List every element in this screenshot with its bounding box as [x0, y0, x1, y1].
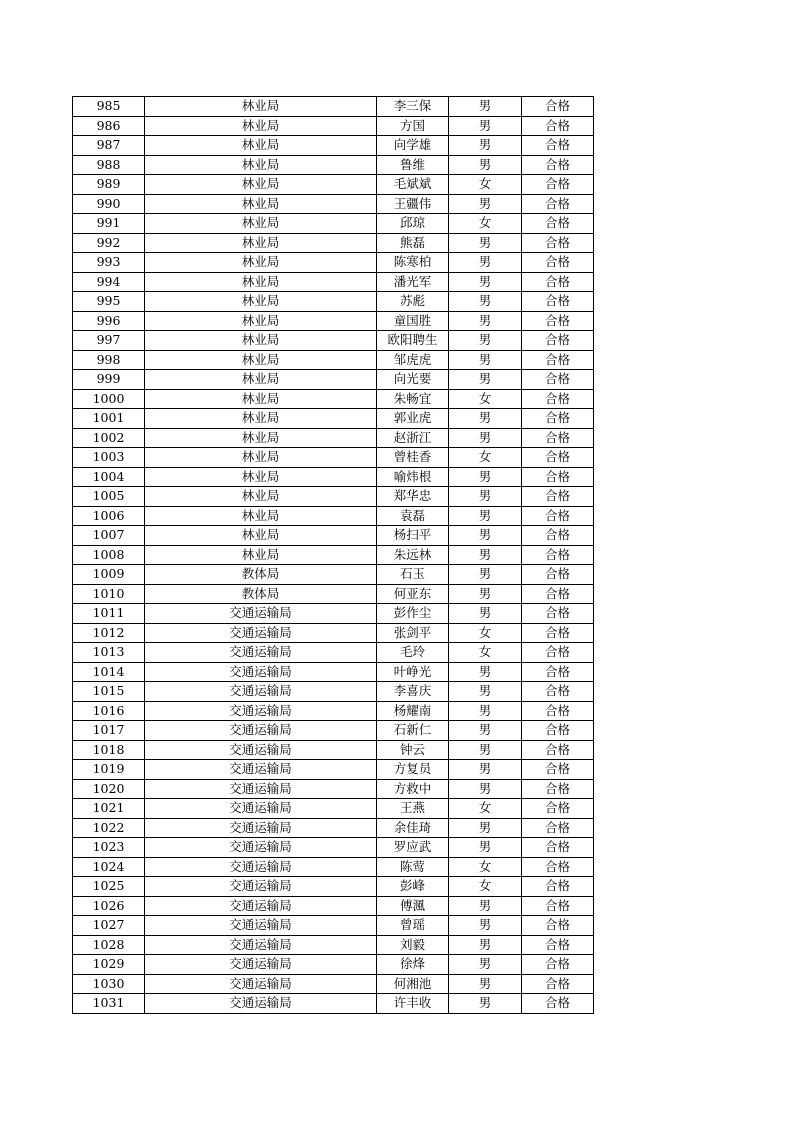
- gender-cell: 男: [449, 194, 522, 214]
- result-cell: 合格: [522, 643, 594, 663]
- gender-cell: 男: [449, 682, 522, 702]
- row-number: 1017: [73, 721, 145, 741]
- table-row: [73, 331, 594, 351]
- result-cell: 合格: [522, 623, 594, 643]
- result-cell: 合格: [522, 350, 594, 370]
- row-number: 1010: [73, 584, 145, 604]
- gender-cell: 男: [449, 701, 522, 721]
- row-number: 1003: [73, 448, 145, 468]
- result-cell: 合格: [522, 916, 594, 936]
- gender-cell: 男: [449, 428, 522, 448]
- gender-cell: 男: [449, 506, 522, 526]
- row-number: 988: [73, 155, 145, 175]
- name-cell: 叶峥光: [377, 662, 449, 682]
- department-cell: 林业局: [145, 467, 377, 487]
- name-cell: 曾瑶: [377, 916, 449, 936]
- department-cell: 林业局: [145, 350, 377, 370]
- table-row: [73, 818, 594, 838]
- table-row: [73, 272, 594, 292]
- result-cell: 合格: [522, 194, 594, 214]
- name-cell: 郑华忠: [377, 487, 449, 507]
- gender-cell: 男: [449, 311, 522, 331]
- result-cell: 合格: [522, 155, 594, 175]
- result-cell: 合格: [522, 760, 594, 780]
- department-cell: 林业局: [145, 389, 377, 409]
- row-number: 999: [73, 370, 145, 390]
- name-cell: 刘毅: [377, 935, 449, 955]
- result-cell: 合格: [522, 136, 594, 156]
- department-cell: 交通运输局: [145, 896, 377, 916]
- gender-cell: 男: [449, 545, 522, 565]
- table-row: [73, 662, 594, 682]
- department-cell: 林业局: [145, 545, 377, 565]
- name-cell: 彭作尘: [377, 604, 449, 624]
- department-cell: 林业局: [145, 311, 377, 331]
- name-cell: 邹虎虎: [377, 350, 449, 370]
- table-row: [73, 155, 594, 175]
- department-cell: 林业局: [145, 214, 377, 234]
- department-cell: 林业局: [145, 428, 377, 448]
- table-row: [73, 623, 594, 643]
- department-cell: 交通运输局: [145, 701, 377, 721]
- gender-cell: 男: [449, 97, 522, 117]
- gender-cell: 女: [449, 623, 522, 643]
- gender-cell: 男: [449, 272, 522, 292]
- table-row: [73, 136, 594, 156]
- result-cell: 合格: [522, 389, 594, 409]
- table-row: [73, 857, 594, 877]
- department-cell: 林业局: [145, 136, 377, 156]
- gender-cell: 女: [449, 448, 522, 468]
- name-cell: 朱畅宜: [377, 389, 449, 409]
- row-number: 1018: [73, 740, 145, 760]
- gender-cell: 女: [449, 857, 522, 877]
- table-row: [73, 253, 594, 273]
- department-cell: 林业局: [145, 155, 377, 175]
- table-row: [73, 955, 594, 975]
- name-cell: 欧阳聘生: [377, 331, 449, 351]
- row-number: 1024: [73, 857, 145, 877]
- name-cell: 鲁维: [377, 155, 449, 175]
- row-number: 1020: [73, 779, 145, 799]
- result-cell: 合格: [522, 857, 594, 877]
- gender-cell: 男: [449, 818, 522, 838]
- table-row: [73, 604, 594, 624]
- department-cell: 交通运输局: [145, 994, 377, 1014]
- row-number: 1012: [73, 623, 145, 643]
- result-cell: 合格: [522, 331, 594, 351]
- name-cell: 苏彪: [377, 292, 449, 312]
- gender-cell: 男: [449, 331, 522, 351]
- table-row: [73, 565, 594, 585]
- name-cell: 向学雄: [377, 136, 449, 156]
- table-row: [73, 506, 594, 526]
- name-cell: 喻炜根: [377, 467, 449, 487]
- gender-cell: 男: [449, 116, 522, 136]
- name-cell: 袁磊: [377, 506, 449, 526]
- result-cell: 合格: [522, 721, 594, 741]
- table-row: [73, 175, 594, 195]
- gender-cell: 女: [449, 389, 522, 409]
- row-number: 1031: [73, 994, 145, 1014]
- row-number: 997: [73, 331, 145, 351]
- department-cell: 交通运输局: [145, 721, 377, 741]
- table-row: [73, 643, 594, 663]
- result-cell: 合格: [522, 955, 594, 975]
- result-cell: 合格: [522, 896, 594, 916]
- row-number: 994: [73, 272, 145, 292]
- row-number: 992: [73, 233, 145, 253]
- department-cell: 交通运输局: [145, 877, 377, 897]
- table-row: [73, 116, 594, 136]
- row-number: 991: [73, 214, 145, 234]
- table-row: [73, 467, 594, 487]
- department-cell: 交通运输局: [145, 740, 377, 760]
- table-row: [73, 350, 594, 370]
- name-cell: 童国胜: [377, 311, 449, 331]
- name-cell: 邱琼: [377, 214, 449, 234]
- result-cell: 合格: [522, 175, 594, 195]
- result-cell: 合格: [522, 838, 594, 858]
- table-row: [73, 97, 594, 117]
- table-row: [73, 311, 594, 331]
- row-number: 1029: [73, 955, 145, 975]
- table-row: [73, 194, 594, 214]
- table-row: [73, 370, 594, 390]
- row-number: 1030: [73, 974, 145, 994]
- department-cell: 交通运输局: [145, 857, 377, 877]
- result-cell: 合格: [522, 584, 594, 604]
- table-row: [73, 838, 594, 858]
- department-cell: 林业局: [145, 194, 377, 214]
- result-cell: 合格: [522, 994, 594, 1014]
- result-cell: 合格: [522, 311, 594, 331]
- gender-cell: 男: [449, 935, 522, 955]
- row-number: 1026: [73, 896, 145, 916]
- department-cell: 交通运输局: [145, 682, 377, 702]
- department-cell: 林业局: [145, 448, 377, 468]
- result-cell: 合格: [522, 428, 594, 448]
- gender-cell: 男: [449, 292, 522, 312]
- gender-cell: 男: [449, 233, 522, 253]
- gender-cell: 男: [449, 740, 522, 760]
- name-cell: 余佳琦: [377, 818, 449, 838]
- row-number: 1028: [73, 935, 145, 955]
- name-cell: 石新仁: [377, 721, 449, 741]
- result-cell: 合格: [522, 233, 594, 253]
- department-cell: 交通运输局: [145, 818, 377, 838]
- gender-cell: 男: [449, 779, 522, 799]
- table-row: [73, 448, 594, 468]
- table-row: [73, 779, 594, 799]
- row-number: 1021: [73, 799, 145, 819]
- name-cell: 傅渢: [377, 896, 449, 916]
- result-cell: 合格: [522, 526, 594, 546]
- department-cell: 林业局: [145, 526, 377, 546]
- row-number: 1006: [73, 506, 145, 526]
- table-row: [73, 877, 594, 897]
- row-number: 985: [73, 97, 145, 117]
- row-number: 1023: [73, 838, 145, 858]
- table-row: [73, 526, 594, 546]
- row-number: 998: [73, 350, 145, 370]
- name-cell: 杨扫平: [377, 526, 449, 546]
- row-number: 1015: [73, 682, 145, 702]
- department-cell: 交通运输局: [145, 838, 377, 858]
- row-number: 1014: [73, 662, 145, 682]
- row-number: 993: [73, 253, 145, 273]
- name-cell: 何亚东: [377, 584, 449, 604]
- table-row: [73, 584, 594, 604]
- gender-cell: 女: [449, 799, 522, 819]
- table-row: [73, 916, 594, 936]
- result-cell: 合格: [522, 292, 594, 312]
- row-number: 1008: [73, 545, 145, 565]
- department-cell: 林业局: [145, 370, 377, 390]
- department-cell: 林业局: [145, 409, 377, 429]
- department-cell: 交通运输局: [145, 916, 377, 936]
- name-cell: 徐烽: [377, 955, 449, 975]
- name-cell: 朱远林: [377, 545, 449, 565]
- result-cell: 合格: [522, 545, 594, 565]
- table-row: [73, 974, 594, 994]
- table-row: [73, 409, 594, 429]
- roster-body: [73, 97, 594, 1014]
- department-cell: 交通运输局: [145, 779, 377, 799]
- row-number: 1009: [73, 565, 145, 585]
- table-row: [73, 389, 594, 409]
- result-cell: 合格: [522, 935, 594, 955]
- row-number: 1025: [73, 877, 145, 897]
- table-row: [73, 487, 594, 507]
- table-row: [73, 935, 594, 955]
- gender-cell: 男: [449, 565, 522, 585]
- table-row: [73, 799, 594, 819]
- result-cell: 合格: [522, 974, 594, 994]
- name-cell: 熊磊: [377, 233, 449, 253]
- name-cell: 王燕: [377, 799, 449, 819]
- result-cell: 合格: [522, 662, 594, 682]
- department-cell: 林业局: [145, 292, 377, 312]
- row-number: 1027: [73, 916, 145, 936]
- gender-cell: 男: [449, 974, 522, 994]
- department-cell: 林业局: [145, 506, 377, 526]
- department-cell: 交通运输局: [145, 643, 377, 663]
- row-number: 1022: [73, 818, 145, 838]
- roster-table: [72, 96, 594, 1014]
- name-cell: 赵浙江: [377, 428, 449, 448]
- department-cell: 林业局: [145, 253, 377, 273]
- gender-cell: 女: [449, 643, 522, 663]
- name-cell: 彭峰: [377, 877, 449, 897]
- result-cell: 合格: [522, 701, 594, 721]
- row-number: 1011: [73, 604, 145, 624]
- gender-cell: 男: [449, 350, 522, 370]
- result-cell: 合格: [522, 740, 594, 760]
- name-cell: 何湘池: [377, 974, 449, 994]
- gender-cell: 男: [449, 584, 522, 604]
- result-cell: 合格: [522, 409, 594, 429]
- result-cell: 合格: [522, 448, 594, 468]
- name-cell: 毛斌斌: [377, 175, 449, 195]
- result-cell: 合格: [522, 467, 594, 487]
- gender-cell: 女: [449, 214, 522, 234]
- name-cell: 张剑平: [377, 623, 449, 643]
- department-cell: 交通运输局: [145, 604, 377, 624]
- gender-cell: 男: [449, 467, 522, 487]
- gender-cell: 男: [449, 994, 522, 1014]
- gender-cell: 男: [449, 526, 522, 546]
- row-number: 987: [73, 136, 145, 156]
- result-cell: 合格: [522, 565, 594, 585]
- gender-cell: 女: [449, 175, 522, 195]
- department-cell: 交通运输局: [145, 623, 377, 643]
- table-row: [73, 428, 594, 448]
- department-cell: 林业局: [145, 116, 377, 136]
- table-row: [73, 721, 594, 741]
- row-number: 1013: [73, 643, 145, 663]
- result-cell: 合格: [522, 818, 594, 838]
- name-cell: 李三保: [377, 97, 449, 117]
- department-cell: 林业局: [145, 175, 377, 195]
- gender-cell: 男: [449, 604, 522, 624]
- gender-cell: 男: [449, 955, 522, 975]
- department-cell: 林业局: [145, 272, 377, 292]
- row-number: 989: [73, 175, 145, 195]
- result-cell: 合格: [522, 116, 594, 136]
- name-cell: 郭业虎: [377, 409, 449, 429]
- gender-cell: 男: [449, 760, 522, 780]
- row-number: 1007: [73, 526, 145, 546]
- row-number: 990: [73, 194, 145, 214]
- row-number: 1004: [73, 467, 145, 487]
- table-row: [73, 740, 594, 760]
- gender-cell: 男: [449, 409, 522, 429]
- name-cell: 陈莺: [377, 857, 449, 877]
- name-cell: 许丰收: [377, 994, 449, 1014]
- row-number: 1019: [73, 760, 145, 780]
- row-number: 1002: [73, 428, 145, 448]
- result-cell: 合格: [522, 97, 594, 117]
- gender-cell: 男: [449, 721, 522, 741]
- gender-cell: 男: [449, 487, 522, 507]
- gender-cell: 男: [449, 370, 522, 390]
- table-row: [73, 682, 594, 702]
- gender-cell: 女: [449, 877, 522, 897]
- name-cell: 杨耀南: [377, 701, 449, 721]
- gender-cell: 男: [449, 155, 522, 175]
- name-cell: 王疆伟: [377, 194, 449, 214]
- department-cell: 交通运输局: [145, 760, 377, 780]
- table-row: [73, 701, 594, 721]
- name-cell: 方救中: [377, 779, 449, 799]
- department-cell: 教体局: [145, 584, 377, 604]
- name-cell: 潘光军: [377, 272, 449, 292]
- result-cell: 合格: [522, 877, 594, 897]
- name-cell: 毛玲: [377, 643, 449, 663]
- department-cell: 交通运输局: [145, 799, 377, 819]
- table-row: [73, 233, 594, 253]
- row-number: 996: [73, 311, 145, 331]
- result-cell: 合格: [522, 487, 594, 507]
- name-cell: 罗应武: [377, 838, 449, 858]
- table-row: [73, 896, 594, 916]
- result-cell: 合格: [522, 253, 594, 273]
- result-cell: 合格: [522, 799, 594, 819]
- name-cell: 钟云: [377, 740, 449, 760]
- name-cell: 陈寒柏: [377, 253, 449, 273]
- table-row: [73, 292, 594, 312]
- result-cell: 合格: [522, 604, 594, 624]
- row-number: 995: [73, 292, 145, 312]
- department-cell: 林业局: [145, 331, 377, 351]
- name-cell: 石玉: [377, 565, 449, 585]
- department-cell: 林业局: [145, 97, 377, 117]
- gender-cell: 男: [449, 253, 522, 273]
- result-cell: 合格: [522, 779, 594, 799]
- department-cell: 教体局: [145, 565, 377, 585]
- table-row: [73, 994, 594, 1014]
- table-row: [73, 545, 594, 565]
- gender-cell: 男: [449, 136, 522, 156]
- row-number: 1016: [73, 701, 145, 721]
- gender-cell: 男: [449, 662, 522, 682]
- department-cell: 林业局: [145, 233, 377, 253]
- department-cell: 交通运输局: [145, 974, 377, 994]
- table-row: [73, 760, 594, 780]
- result-cell: 合格: [522, 214, 594, 234]
- name-cell: 向光要: [377, 370, 449, 390]
- department-cell: 交通运输局: [145, 935, 377, 955]
- department-cell: 交通运输局: [145, 955, 377, 975]
- row-number: 1005: [73, 487, 145, 507]
- result-cell: 合格: [522, 682, 594, 702]
- name-cell: 方复员: [377, 760, 449, 780]
- table-row: [73, 214, 594, 234]
- department-cell: 林业局: [145, 487, 377, 507]
- row-number: 1001: [73, 409, 145, 429]
- department-cell: 交通运输局: [145, 662, 377, 682]
- gender-cell: 男: [449, 896, 522, 916]
- name-cell: 曾桂香: [377, 448, 449, 468]
- row-number: 986: [73, 116, 145, 136]
- name-cell: 李喜庆: [377, 682, 449, 702]
- gender-cell: 男: [449, 838, 522, 858]
- result-cell: 合格: [522, 272, 594, 292]
- name-cell: 方国: [377, 116, 449, 136]
- row-number: 1000: [73, 389, 145, 409]
- result-cell: 合格: [522, 506, 594, 526]
- result-cell: 合格: [522, 370, 594, 390]
- gender-cell: 男: [449, 916, 522, 936]
